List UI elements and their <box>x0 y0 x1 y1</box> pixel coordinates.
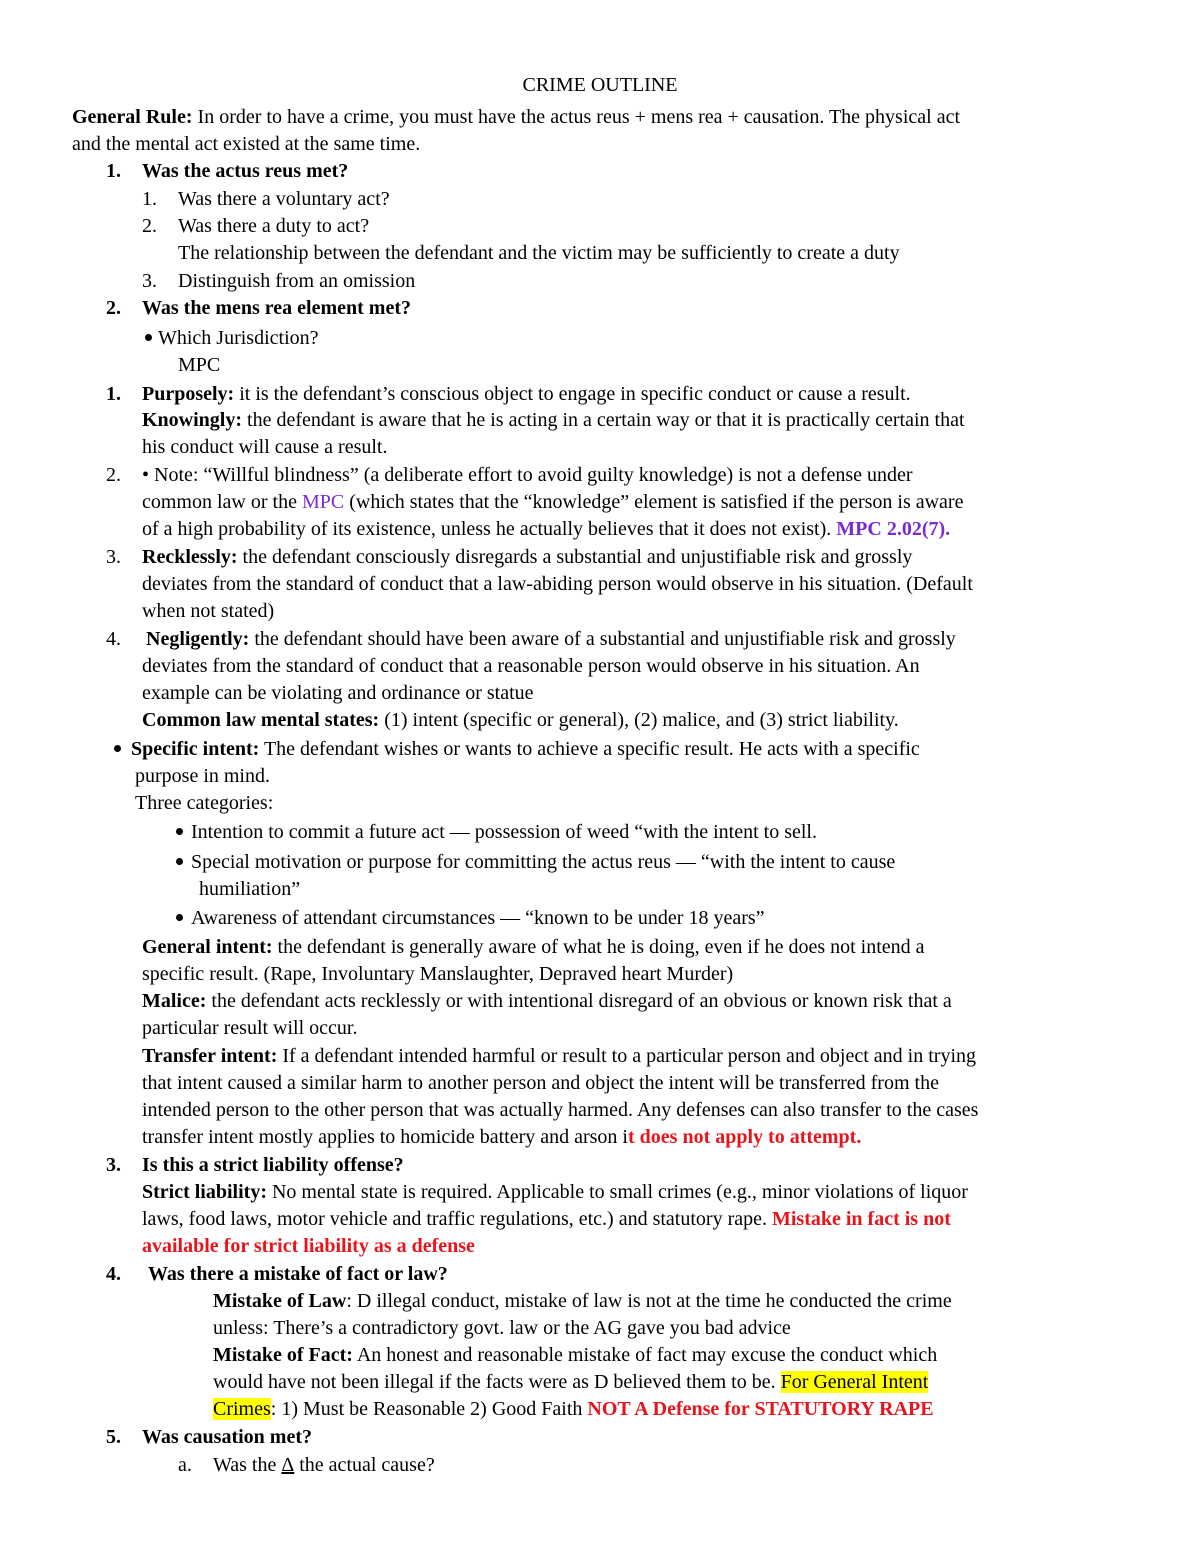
general-rule-label: General Rule: <box>72 106 193 128</box>
mistake-fact-line-3 <box>213 1396 934 1423</box>
negligently-text-1: the defendant should have been aware of a substantial and unjustifiable risk and grossly <box>249 628 956 650</box>
general-intent-line-1 <box>142 934 925 961</box>
mistake-fact-text-3: : 1) Must be Reasonable 2) Good Faith <box>270 1398 588 1420</box>
knowingly-line-2: his conduct will cause a result. <box>142 436 388 458</box>
s4-heading: Was there a mistake of fact or law? <box>148 1263 448 1285</box>
highlight-crimes: Crimes <box>213 1398 271 1420</box>
s2-number: 2. <box>106 297 121 319</box>
recklessly-number: 3. <box>106 546 121 568</box>
general-rule-text-1: In order to have a crime, you must have the actus reus + mens rea + causation. The physical act <box>192 106 961 128</box>
category-3-text: Awareness of attendant circumstances — “known to be under 18 years” <box>191 907 765 929</box>
note-line-1: • Note: “Willful blindness” (a deliberate effort to avoid guilty knowledge) is not a defense under <box>142 464 913 486</box>
transfer-line-2: that intent caused a similar harm to another person and object the intent will be transferred from the <box>142 1072 939 1094</box>
strict-liability-warning-1: Mistake in fact is not <box>771 1208 951 1230</box>
malice-label: Malice: <box>142 990 207 1012</box>
mistake-fact-line-2 <box>213 1369 928 1396</box>
strict-liability-text-1: No mental state is required. Applicable to small crimes (e.g., minor violations of liquor <box>266 1181 968 1203</box>
s1-item-2: Was there a duty to act? <box>178 215 370 237</box>
s5-item-text-a: Was the <box>213 1454 282 1476</box>
category-3 <box>176 905 765 932</box>
negligently-line-3: example can be violating and ordinance or statue <box>142 682 534 704</box>
strict-liability-text-2: laws, food laws, motor vehicle and traffic regulations, etc.) and statutory rape. <box>142 1208 772 1230</box>
recklessly-line-2: deviates from the standard of conduct that a law-abiding person would observe in his situation. (Default <box>142 573 973 595</box>
mistake-fact-label: Mistake of Fact: <box>213 1344 353 1366</box>
recklessly-label: Recklessly: <box>142 546 238 568</box>
recklessly-line-1 <box>142 544 912 571</box>
strict-liability-label: Strict liability: <box>142 1181 267 1203</box>
bullet-icon <box>145 334 152 341</box>
strict-liability-line-1 <box>142 1179 968 1206</box>
s1-item-1-number: 1. <box>142 188 157 210</box>
s1-item-1: Was there a voluntary act? <box>178 188 390 210</box>
knowingly-label: Knowingly: <box>142 409 243 431</box>
mistake-law-line-1 <box>213 1288 952 1315</box>
note-number: 2. <box>106 464 121 486</box>
category-2 <box>176 849 895 876</box>
specific-intent-text-1: The defendant wishes or wants to achieve a specific result. He acts with a specific <box>259 738 920 760</box>
general-rule-line-2: and the mental act existed at the same time. <box>72 133 421 155</box>
transfer-line-4 <box>142 1124 861 1151</box>
note-mpc: MPC <box>301 491 345 513</box>
purposely-number: 1. <box>106 383 121 405</box>
mistake-law-line-2: unless: There’s a contradictory govt. law or the AG gave you bad advice <box>213 1317 791 1339</box>
jurisdiction-bullet <box>145 325 319 352</box>
s3-heading: Is this a strict liability offense? <box>142 1154 404 1176</box>
mpc-label: MPC <box>178 354 221 376</box>
s1-item-2-note: The relationship between the defendant and the victim may be sufficiently to create a duty <box>178 242 900 264</box>
transfer-text-4a: transfer intent mostly applies to homicide battery and arson i <box>142 1126 628 1148</box>
bullet-icon <box>176 914 183 921</box>
purposely-label: Purposely: <box>142 383 235 405</box>
category-2-cont: humiliation” <box>199 878 301 900</box>
statutory-rape-warning: NOT A Defense for STATUTORY RAPE <box>587 1398 934 1420</box>
note-line-3 <box>142 516 950 543</box>
category-2-text: Special motivation or purpose for committing the actus reus — “with the intent to cause <box>191 851 896 873</box>
recklessly-line-3: when not stated) <box>142 600 275 622</box>
page-title: CRIME OUTLINE <box>522 74 678 96</box>
category-1-text: Intention to commit a future act — possession of weed “with the intent to sell. <box>191 821 817 843</box>
transfer-line-1 <box>142 1043 976 1070</box>
negligently-number: 4. <box>106 628 121 650</box>
s1-item-3-number: 3. <box>142 270 157 292</box>
common-law-text: (1) intent (specific or general), (2) malice, and (3) strict liability. <box>379 709 899 731</box>
jurisdiction-text: Which Jurisdiction? <box>158 327 319 349</box>
malice-line-2: particular result will occur. <box>142 1017 358 1039</box>
s5-heading: Was causation met? <box>142 1426 312 1448</box>
specific-intent-line-2: purpose in mind. <box>135 765 270 787</box>
general-intent-text-1: the defendant is generally aware of what he is doing, even if he does not intend a <box>272 936 925 958</box>
bullet-icon <box>114 745 121 752</box>
malice-text-1: the defendant acts recklessly or with intentional disregard of an obvious or known risk that a <box>206 990 952 1012</box>
common-law-label: Common law mental states: <box>142 709 380 731</box>
note-mpc-ref: MPC 2.02(7). <box>836 518 951 540</box>
malice-line-1 <box>142 988 952 1015</box>
category-1 <box>176 819 817 846</box>
general-intent-line-2: specific result. (Rape, Involuntary Manslaughter, Depraved heart Murder) <box>142 963 734 985</box>
delta-symbol: Δ <box>281 1454 295 1476</box>
transfer-label: Transfer intent: <box>142 1045 278 1067</box>
s3-number: 3. <box>106 1154 121 1176</box>
highlight-general-intent: For General Intent <box>780 1371 929 1393</box>
strict-liability-warning-2: available for strict liability as a defense <box>142 1235 475 1257</box>
bullet-icon <box>176 858 183 865</box>
specific-intent-label: Specific intent: <box>131 738 260 760</box>
negligently-label: Negligently: <box>146 628 250 650</box>
three-categories: Three categories: <box>135 792 274 814</box>
knowingly-line-1 <box>142 407 965 434</box>
general-rule-line-1 <box>72 104 960 131</box>
negligently-line-2: deviates from the standard of conduct that a reasonable person would observe in his situation. An <box>142 655 920 677</box>
transfer-text-1: If a defendant intended harmful or result to a particular person and object and in trying <box>277 1045 977 1067</box>
transfer-line-3: intended person to the other person that was actually harmed. Any defenses can also transfer to the cases <box>142 1099 979 1121</box>
s2-heading: Was the mens rea element met? <box>142 297 412 319</box>
s5-item-text-b: the actual cause? <box>294 1454 435 1476</box>
negligently-line-1 <box>146 626 956 653</box>
purposely-text: it is the defendant’s conscious object to engage in specific conduct or cause a result. <box>234 383 911 405</box>
note-line-2b: (which states that the “knowledge” element is satisfied if the person is aware <box>344 491 964 513</box>
s4-number: 4. <box>106 1263 121 1285</box>
mistake-law-text-1: : D illegal conduct, mistake of law is not at the time he conducted the crime <box>346 1290 952 1312</box>
common-law-line <box>142 707 899 734</box>
recklessly-text-1: the defendant consciously disregards a substantial and unjustifiable risk and grossly <box>237 546 913 568</box>
note-line-2a: common law or the <box>142 491 302 513</box>
strict-liability-line-2 <box>142 1206 951 1233</box>
mistake-law-label: Mistake of Law <box>213 1290 347 1312</box>
general-intent-label: General intent: <box>142 936 273 958</box>
s5-item <box>213 1452 435 1479</box>
note-line-3a: of a high probability of its existence, unless he actually believes that it does not exist). <box>142 518 837 540</box>
transfer-warning: t does not apply to attempt. <box>628 1126 862 1148</box>
mistake-fact-text-2: would have not been illegal if the facts were as D believed them to be. <box>213 1371 781 1393</box>
s1-number: 1. <box>106 160 121 182</box>
bullet-icon <box>176 828 183 835</box>
mistake-fact-line-1 <box>213 1342 937 1369</box>
note-line-2 <box>142 489 963 516</box>
knowingly-text-1: the defendant is aware that he is acting in a certain way or that it is practically certain that <box>242 409 965 431</box>
s1-item-3: Distinguish from an omission <box>178 270 416 292</box>
s5-item-letter: a. <box>178 1454 192 1476</box>
s1-item-2-number: 2. <box>142 215 157 237</box>
specific-intent-line-1 <box>114 736 920 763</box>
s1-heading: Was the actus reus met? <box>142 160 349 182</box>
mistake-fact-text-1: An honest and reasonable mistake of fact may excuse the conduct which <box>352 1344 938 1366</box>
s5-number: 5. <box>106 1426 121 1448</box>
purposely-line <box>142 381 911 408</box>
